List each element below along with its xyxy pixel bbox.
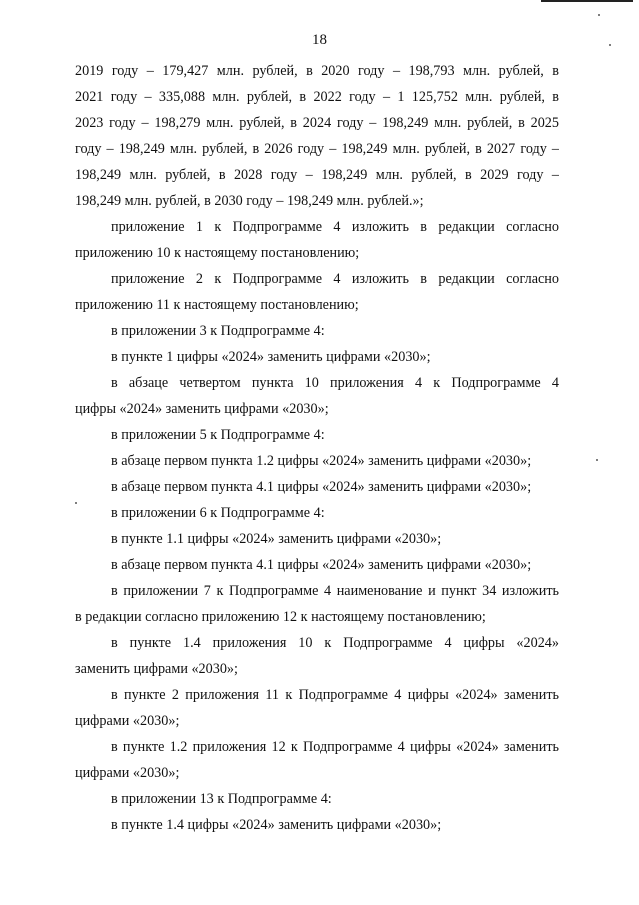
- scan-speck: [598, 14, 600, 16]
- paragraph-first-line: приложение 2 к Подпрограмме 4 изложить в редакции согласно: [111, 271, 559, 287]
- text-line: в редакции согласно приложению 12 к настоящему постановлению;: [75, 609, 486, 625]
- page-number: 18: [312, 32, 327, 48]
- paragraph-first-line: в пункте 2 приложения 11 к Подпрограмме 4 цифры «2024» заменить: [111, 687, 559, 703]
- paragraph-first-line: в приложении 5 к Подпрограмме 4:: [111, 427, 325, 443]
- paragraph-first-line: в приложении 3 к Подпрограмме 4:: [111, 323, 325, 339]
- paragraph-first-line: в абзаце четвертом пункта 10 приложения 4 к Подпрограмме 4: [111, 375, 559, 391]
- header-rule: [541, 0, 633, 2]
- paragraph-first-line: в пункте 1.1 цифры «2024» заменить цифрами «2030»;: [111, 531, 442, 547]
- paragraph-first-line: в пункте 1.4 цифры «2024» заменить цифрами «2030»;: [111, 817, 442, 833]
- text-line: заменить цифрами «2030»;: [75, 661, 238, 677]
- scan-speck: [596, 459, 598, 461]
- document-body: [75, 58, 559, 838]
- text-line: приложению 10 к настоящему постановлению;: [75, 245, 360, 261]
- paragraph-first-line: в абзаце первом пункта 4.1 цифры «2024» заменить цифрами «2030»;: [111, 479, 532, 495]
- paragraph-first-line: в приложении 7 к Подпрограмме 4 наименование и пункт 34 изложить: [111, 583, 559, 599]
- text-line: 198,249 млн. рублей, в 2030 году – 198,249 млн. рублей.»;: [75, 193, 424, 209]
- paragraph-first-line: в приложении 13 к Подпрограмме 4:: [111, 791, 332, 807]
- text-line: 2023 году – 198,279 млн. рублей, в 2024 году – 198,249 млн. рублей, в 2025: [75, 115, 559, 131]
- text-line: приложению 11 к настоящему постановлению;: [75, 297, 359, 313]
- text-line: 198,249 млн. рублей, в 2028 году – 198,249 млн. рублей, в 2029 году –: [75, 167, 559, 183]
- paragraph-first-line: приложение 1 к Подпрограмме 4 изложить в редакции согласно: [111, 219, 559, 235]
- scan-speck: [75, 502, 77, 504]
- paragraph-first-line: в абзаце первом пункта 1.2 цифры «2024» заменить цифрами «2030»;: [111, 453, 532, 469]
- paragraph-first-line: в пункте 1.4 приложения 10 к Подпрограмме 4 цифры «2024»: [111, 635, 559, 651]
- text-line: 2019 году – 179,427 млн. рублей, в 2020 году – 198,793 млн. рублей, в: [75, 63, 559, 79]
- scan-speck: [609, 44, 611, 46]
- text-line: году – 198,249 млн. рублей, в 2026 году – 198,249 млн. рублей, в 2027 году –: [75, 141, 559, 157]
- paragraph-first-line: в абзаце первом пункта 4.1 цифры «2024» заменить цифрами «2030»;: [111, 557, 532, 573]
- paragraph-first-line: в пункте 1.2 приложения 12 к Подпрограмме 4 цифры «2024» заменить: [111, 739, 559, 755]
- text-line: 2021 году – 335,088 млн. рублей, в 2022 году – 1 125,752 млн. рублей, в: [75, 89, 559, 105]
- paragraph-first-line: в пункте 1 цифры «2024» заменить цифрами «2030»;: [111, 349, 431, 365]
- text-line: цифрами «2030»;: [75, 713, 180, 729]
- text-line: цифры «2024» заменить цифрами «2030»;: [75, 401, 329, 417]
- paragraph-first-line: в приложении 6 к Подпрограмме 4:: [111, 505, 325, 521]
- text-line: цифрами «2030»;: [75, 765, 180, 781]
